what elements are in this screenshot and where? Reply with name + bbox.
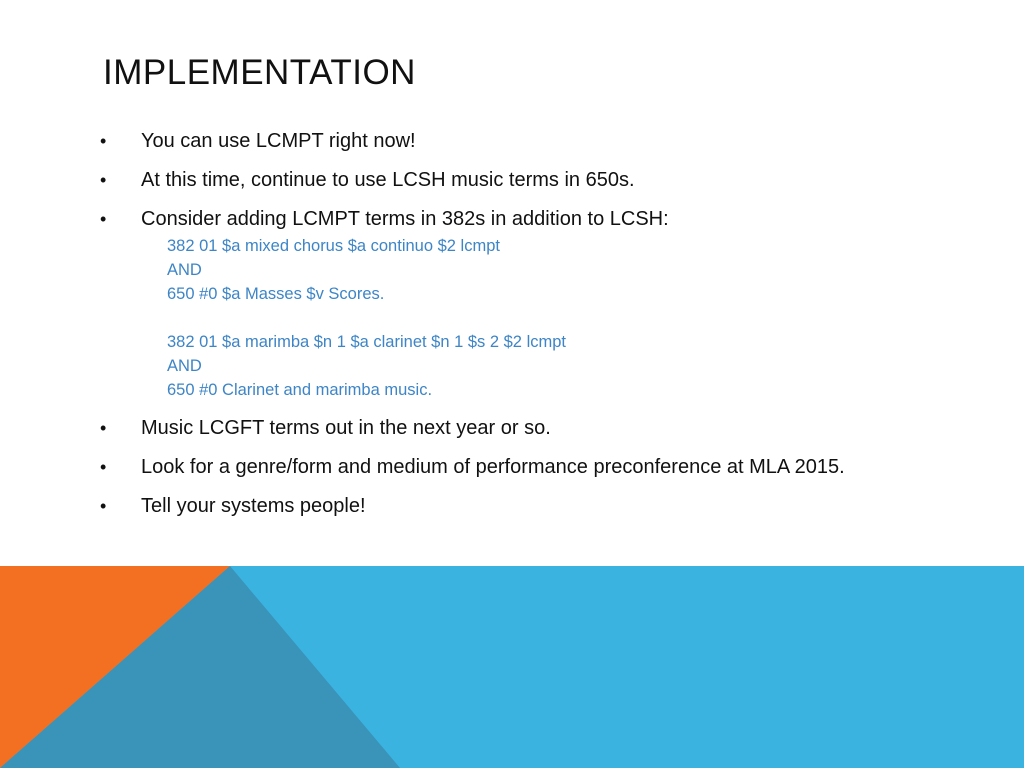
- bullet-text: At this time, continue to use LCSH music terms in 650s.: [141, 169, 635, 191]
- bullet-icon: •: [100, 457, 107, 477]
- slide-title: IMPLEMENTATION: [103, 53, 416, 92]
- marc-example-line: AND: [167, 261, 202, 279]
- bullet-text: Consider adding LCMPT terms in 382s in addition to LCSH:: [141, 208, 669, 230]
- marc-example-line: AND: [167, 357, 202, 375]
- bullet-icon: •: [100, 418, 107, 438]
- marc-example-line: 382 01 $a mixed chorus $a continuo $2 lcmpt: [167, 237, 500, 255]
- marc-example-spacer: [167, 306, 980, 330]
- bullet-text: Tell your systems people!: [141, 495, 366, 517]
- bullet-item: [100, 493, 980, 519]
- bullet-text: Look for a genre/form and medium of performance preconference at MLA 2015.: [141, 456, 845, 478]
- bullet-item: [100, 415, 980, 441]
- bullet-item: [100, 167, 980, 193]
- bullet-icon: •: [100, 496, 107, 516]
- marc-example-line: 382 01 $a marimba $n 1 $a clarinet $n 1 $s 2 $2 lcmpt: [167, 333, 566, 351]
- bullet-icon: •: [100, 131, 107, 151]
- bullet-icon: •: [100, 209, 107, 229]
- bullet-text: You can use LCMPT right now!: [141, 130, 416, 152]
- bullet-item: [100, 128, 980, 154]
- bullet-text: Music LCGFT terms out in the next year or so.: [141, 417, 551, 439]
- slide-body: [100, 128, 980, 532]
- bullet-item: [100, 206, 980, 402]
- bullet-icon: •: [100, 170, 107, 190]
- bullet-item: [100, 454, 980, 480]
- marc-examples: [167, 234, 980, 402]
- marc-example-line: 650 #0 Clarinet and marimba music.: [167, 381, 433, 399]
- decorative-footer-band: [0, 566, 1024, 768]
- bullet-list: [100, 128, 980, 519]
- marc-example-line: 650 #0 $a Masses $v Scores.: [167, 285, 385, 303]
